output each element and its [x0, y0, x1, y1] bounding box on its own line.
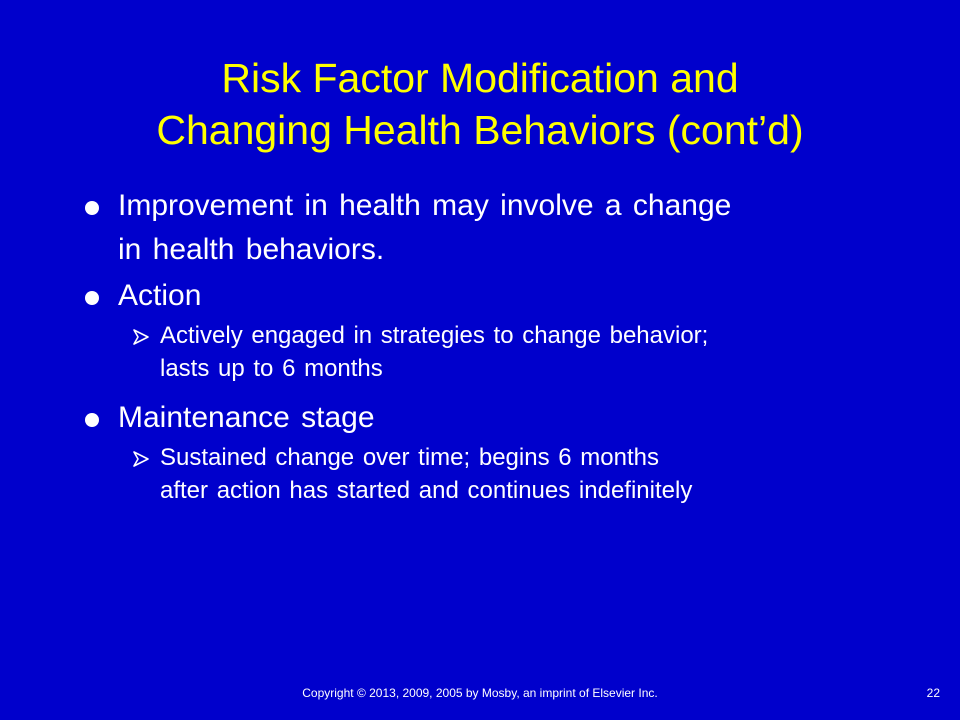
page-number: 22 [926, 686, 940, 700]
arrow-bullet-icon [132, 328, 150, 346]
bullet-text-line-2: in health behaviors. [118, 233, 385, 266]
bullet-text: Maintenance stage [118, 401, 375, 434]
bullet-text: Action [118, 279, 202, 312]
sub-bullet-text-line-2: after action has started and continues indefinitely [160, 477, 693, 504]
circle-bullet-icon [85, 201, 99, 215]
copyright-footer: Copyright © 2013, 2009, 2005 by Mosby, an imprint of Elsevier Inc. [302, 686, 658, 700]
sub-bullet-text-line-2: lasts up to 6 months [160, 355, 383, 382]
sub-bullet-text-line-1: Actively engaged in strategies to change behavior; [160, 322, 709, 349]
sub-bullet-text-line-1: Sustained change over time; begins 6 months [160, 444, 659, 471]
sub-bullet-text [160, 441, 900, 507]
slide-title-line-1: Risk Factor Modification and [221, 55, 739, 101]
bullet-text [118, 184, 878, 272]
arrow-bullet-icon [132, 450, 150, 468]
bullet-text-line-1: Improvement in health may involve a change [118, 189, 732, 222]
circle-bullet-icon [85, 413, 99, 427]
slide-title [60, 52, 900, 156]
circle-bullet-icon [85, 291, 99, 305]
sub-bullet-text [160, 319, 900, 385]
slide-title-line-2: Changing Health Behaviors (cont’d) [156, 107, 804, 153]
